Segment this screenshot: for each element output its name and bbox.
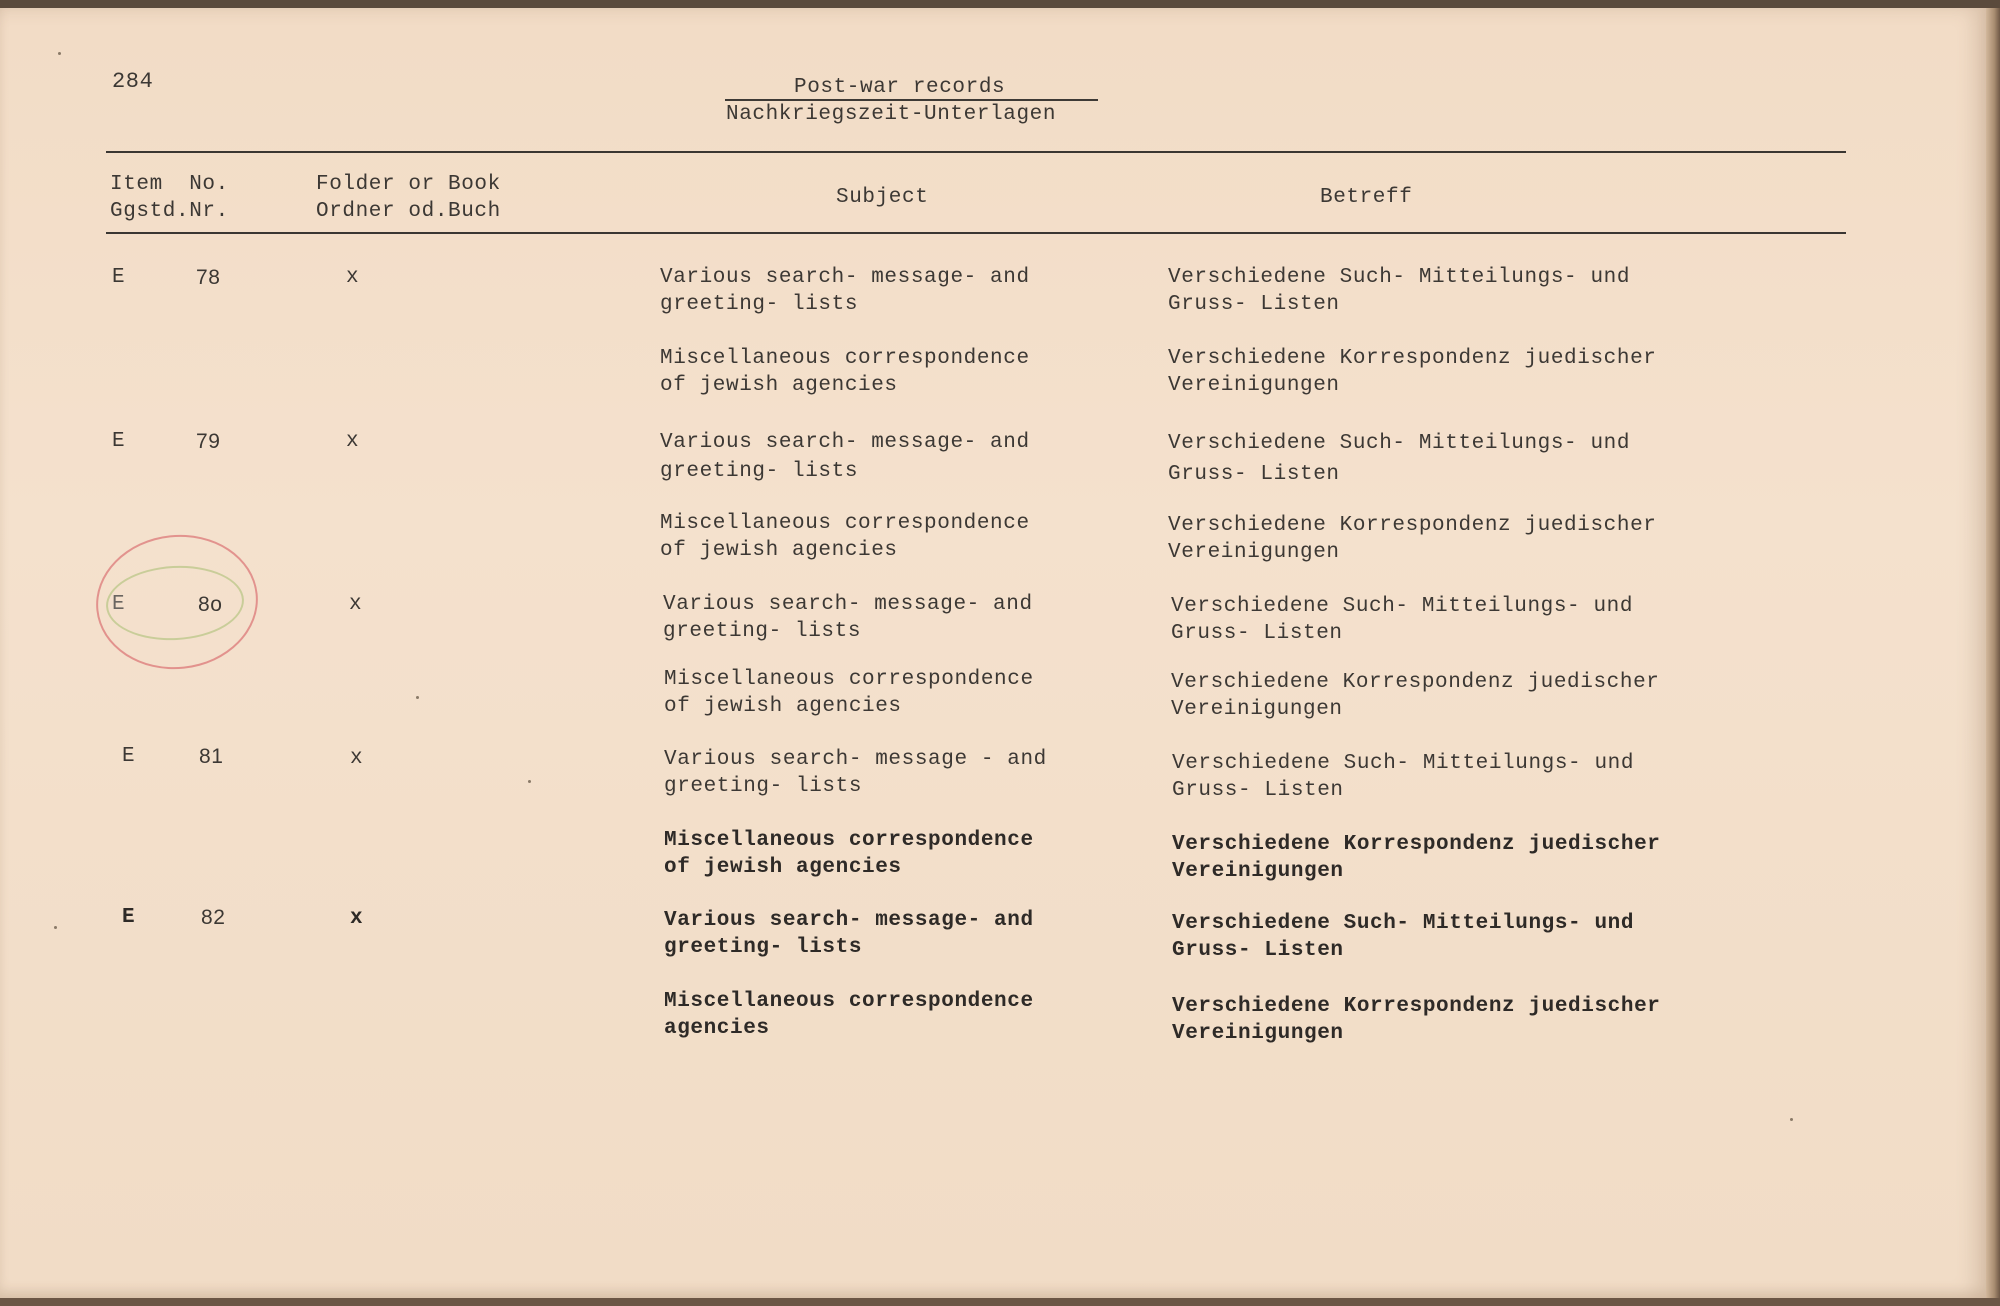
- row-78-item: E: [112, 266, 126, 289]
- paper-speck: [1790, 1118, 1793, 1121]
- header-betreff: Betreff: [1320, 186, 1413, 209]
- row-82-subject-1: Various search- message- and greeting- lists: [664, 909, 1034, 959]
- row-81-item: E: [122, 745, 136, 768]
- row-79-subject-2: Miscellaneous correspondence of jewish agencies: [660, 512, 1030, 562]
- row-81-subject-2: Miscellaneous correspondence of jewish agencies: [664, 829, 1034, 879]
- page-title-german: Nachkriegszeit-Unterlagen: [726, 103, 1057, 126]
- row-81-betreff-1: Verschiedene Such- Mitteilungs- und Gruss- Listen: [1172, 752, 1635, 802]
- row-82-folder-mark: x: [350, 907, 364, 930]
- row-79-subject-1: Various search- message- and greeting- lists: [660, 431, 1030, 483]
- row-78-number: 78: [196, 266, 221, 289]
- paper-speck: [416, 696, 419, 699]
- row-81-number: 81: [199, 745, 224, 768]
- row-79-folder-mark: x: [346, 430, 360, 453]
- header-item-no-english: Item No.: [110, 173, 229, 196]
- row-82-item: E: [122, 906, 136, 929]
- row-81-folder-mark: x: [350, 747, 364, 770]
- row-78-folder-mark: x: [346, 266, 360, 289]
- row-82-betreff-2: Verschiedene Korrespondenz juedischer Vereinigungen: [1172, 995, 1661, 1045]
- row-80-folder-mark: x: [349, 593, 363, 616]
- header-folder-german: Ordner od.Buch: [316, 200, 501, 223]
- row-82-subject-2: Miscellaneous correspondence agencies: [664, 990, 1034, 1040]
- row-80-number: 8o: [198, 593, 223, 616]
- row-78-subject-1: Various search- message- and greeting- lists: [660, 266, 1030, 316]
- header-subject: Subject: [836, 186, 929, 209]
- document-page: [0, 8, 1986, 1298]
- row-80-betreff-1: Verschiedene Such- Mitteilungs- und Gruss- Listen: [1171, 595, 1634, 645]
- header-item-no-german: Ggstd.Nr.: [110, 200, 229, 223]
- table-header-bottom-rule: [106, 232, 1846, 234]
- paper-speck: [54, 926, 57, 929]
- header-folder-english: Folder or Book: [316, 173, 501, 196]
- row-80-subject-1: Various search- message- and greeting- lists: [663, 593, 1033, 643]
- page-edge: [1986, 8, 2000, 1298]
- row-78-betreff-2: Verschiedene Korrespondenz juedischer Vereinigungen: [1168, 347, 1657, 397]
- row-78-subject-2: Miscellaneous correspondence of jewish agencies: [660, 347, 1030, 397]
- row-80-subject-2: Miscellaneous correspondence of jewish agencies: [664, 668, 1034, 718]
- row-79-number: 79: [196, 430, 221, 453]
- row-80-betreff-2: Verschiedene Korrespondenz juedischer Vereinigungen: [1171, 671, 1660, 721]
- row-81-betreff-2: Verschiedene Korrespondenz juedischer Vereinigungen: [1172, 833, 1661, 883]
- row-82-number: 82: [201, 906, 226, 929]
- row-78-betreff-1: Verschiedene Such- Mitteilungs- und Gruss- Listen: [1168, 266, 1631, 316]
- page-title-english: Post-war records: [794, 76, 1006, 99]
- row-79-betreff-2: Verschiedene Korrespondenz juedischer Vereinigungen: [1168, 514, 1657, 564]
- row-80-item: E: [112, 593, 126, 616]
- row-82-betreff-1: Verschiedene Such- Mitteilungs- und Gruss- Listen: [1172, 912, 1635, 962]
- paper-speck: [528, 780, 531, 783]
- row-81-subject-1: Various search- message - and greeting- lists: [664, 748, 1047, 798]
- table-header-top-rule: [106, 151, 1846, 153]
- bottom-edge: [0, 1298, 2000, 1306]
- row-79-betreff-1: Verschiedene Such- Mitteilungs- und Gruss- Listen: [1168, 432, 1631, 486]
- page-number: 284: [112, 69, 154, 94]
- row-79-item: E: [112, 430, 126, 453]
- paper-speck: [58, 52, 61, 55]
